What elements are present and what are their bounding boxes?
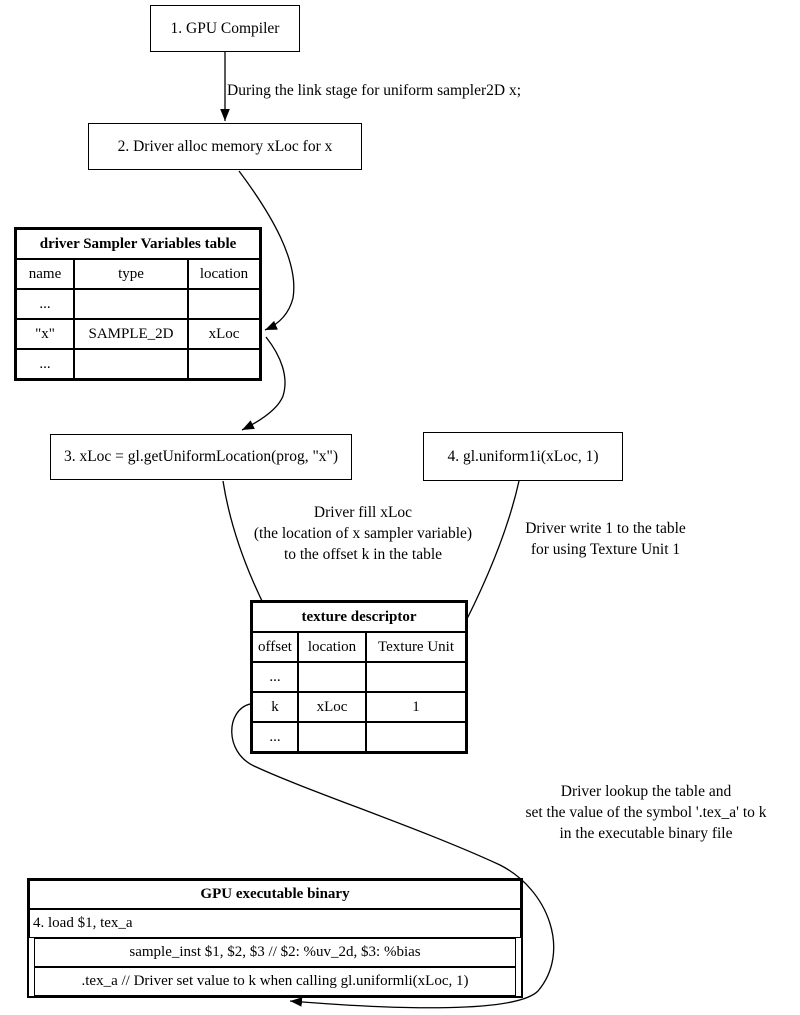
annotation-lookup [496, 781, 796, 844]
gpu-binary-title: GPU executable binary [29, 880, 521, 909]
table-cell [298, 722, 366, 752]
node-get-uniform-location-label: 3. xLoc = gl.getUniformLocation(prog, "x") [63, 448, 339, 465]
texture-table-header-location: location [298, 632, 366, 662]
annotation-fill-xloc-line3: to the offset k in the table [283, 546, 443, 563]
table-cell [188, 349, 260, 379]
annotation-write-one-line1: Driver write 1 to the table [525, 520, 686, 537]
texture-table-header-offset: offset [252, 632, 298, 662]
table-cell: xLoc [188, 319, 260, 349]
table-cell: ... [252, 662, 298, 692]
gpu-binary-row-tex-a: .tex_a // Driver set value to k when calling gl.uniformli(xLoc, 1) [34, 967, 516, 996]
table-cell [74, 349, 188, 379]
annotation-link-stage [227, 80, 521, 101]
annotation-lookup-line1: Driver lookup the table and [560, 783, 732, 800]
table-cell: k [252, 692, 298, 722]
table-cell: ... [16, 289, 74, 319]
table-cell: 1 [366, 692, 466, 722]
sampler-table-header-name: name [16, 259, 74, 289]
texture-table-title: texture descriptor [252, 602, 466, 632]
sampler-table-title: driver Sampler Variables table [16, 229, 260, 259]
table-cell: "x" [16, 319, 74, 349]
sampler-variables-table [14, 227, 262, 381]
annotation-write-one-line2: for using Texture Unit 1 [530, 541, 681, 558]
annotation-fill-xloc-line2: (the location of x sampler variable) [253, 525, 473, 542]
table-cell [366, 662, 466, 692]
table-cell: SAMPLE_2D [74, 319, 188, 349]
sampler-table-header-type: type [74, 259, 188, 289]
table-cell: ... [252, 722, 298, 752]
node-gpu-compiler [150, 5, 300, 52]
node-get-uniform-location [50, 434, 352, 480]
annotation-link-stage-text: During the link stage for uniform sampler2D x; [227, 82, 522, 99]
node-uniform1i-label: 4. gl.uniform1i(xLoc, 1) [447, 447, 599, 465]
node-uniform1i [423, 432, 623, 481]
sampler-table-header-location: location [188, 259, 260, 289]
texture-descriptor-table [250, 600, 468, 754]
node-driver-alloc-label: 2. Driver alloc memory xLoc for x [117, 137, 333, 155]
annotation-fill-xloc [223, 502, 503, 565]
texture-table-header-unit: Texture Unit [366, 632, 466, 662]
annotation-lookup-line3: in the executable binary file [559, 825, 733, 842]
table-cell [298, 662, 366, 692]
table-cell [366, 722, 466, 752]
gpu-binary-row-load: 4. load $1, tex_a [29, 909, 521, 938]
node-gpu-compiler-label: 1. GPU Compiler [170, 19, 280, 37]
annotation-write-one [503, 518, 708, 560]
gpu-binary-row-sample-inst: sample_inst $1, $2, $3 // $2: %uv_2d, $3: %bias [34, 938, 516, 967]
gpu-executable-binary-table [27, 878, 523, 998]
table-cell: ... [16, 349, 74, 379]
table-cell: xLoc [298, 692, 366, 722]
table-cell [74, 289, 188, 319]
annotation-fill-xloc-line1: Driver fill xLoc [313, 504, 413, 521]
node-driver-alloc [88, 123, 362, 170]
annotation-lookup-line2: set the value of the symbol '.tex_a' to k [525, 804, 767, 821]
table-cell [188, 289, 260, 319]
